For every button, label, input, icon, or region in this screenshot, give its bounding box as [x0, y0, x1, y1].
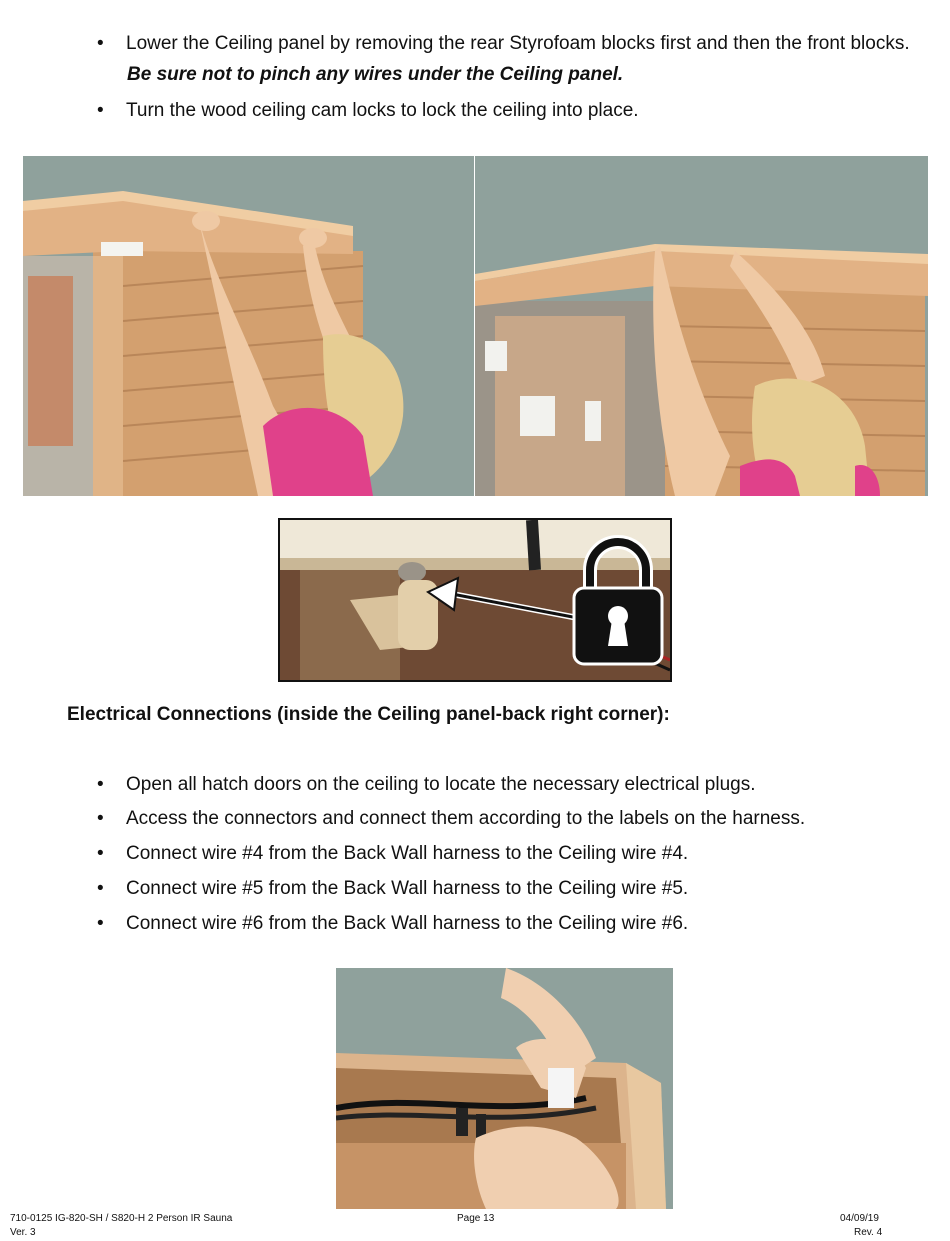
instruction-text: Access the connectors and connect them according to the labels on the harness.	[126, 808, 806, 829]
bullet-glyph: •	[97, 774, 104, 795]
photo-connecting-wires	[336, 968, 673, 1209]
footer-date: 04/09/19	[840, 1213, 879, 1224]
instruction-text: Turn the wood ceiling cam locks to lock the ceiling into place.	[126, 100, 639, 121]
warning-text: Be sure not to pinch any wires under the Ceiling panel.	[127, 64, 624, 85]
bullet-glyph: •	[97, 33, 104, 54]
photo-cam-lock	[278, 518, 672, 682]
instruction-text: Connect wire #6 from the Back Wall harness to the Ceiling wire #6.	[126, 913, 689, 934]
bullet-glyph: •	[97, 100, 104, 121]
instruction-text: Open all hatch doors on the ceiling to locate the necessary electrical plugs.	[126, 774, 756, 795]
instruction-text: Connect wire #4 from the Back Wall harness to the Ceiling wire #4.	[126, 843, 689, 864]
photo-lowering-ceiling-rear	[23, 156, 474, 496]
bullet-glyph: •	[97, 843, 104, 864]
footer-version: Ver. 3	[10, 1227, 36, 1238]
bullet-glyph: •	[97, 878, 104, 899]
instruction-text: Connect wire #5 from the Back Wall harness to the Ceiling wire #5.	[126, 878, 689, 899]
instruction-text: Lower the Ceiling panel by removing the rear Styrofoam blocks first and then the front blocks.	[126, 33, 910, 54]
footer-revision: Rev. 4	[854, 1227, 883, 1238]
footer-doc-id: 710-0125 IG-820-SH / S820-H 2 Person IR Sauna	[10, 1213, 233, 1224]
photo-lowering-ceiling-front	[475, 156, 928, 496]
bullet-glyph: •	[97, 913, 104, 934]
section-heading: Electrical Connections (inside the Ceiling panel-back right corner):	[67, 704, 670, 725]
bullet-glyph: •	[97, 808, 104, 829]
footer-page-number: Page 13	[457, 1213, 495, 1224]
